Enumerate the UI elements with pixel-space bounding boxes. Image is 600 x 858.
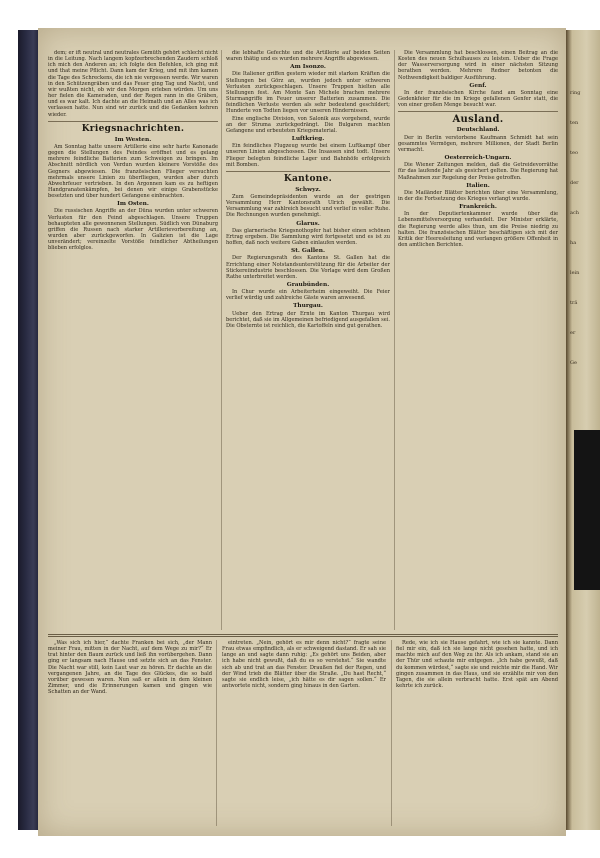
adjacent-page-edge — [566, 30, 600, 830]
article-text: Der Regierungsrath des Kantons St. Gallen hat die Errichtung einer Notstandsunterstützung für die Arbeiter der Stickereiindustrie beschlossen. Die Vorlage wird dem Großen Rathe unterbreitet werden. — [226, 255, 390, 280]
adjacent-page-text-line: Ge — [570, 360, 577, 366]
feuilleton-text: Rede, wie ich sie Hause gefahrt, wie ich sie kannte. Dann fiel mir ein, daß ich sie lange nicht gesehen hatte, und ich machte mich auf den Weg zu ihr. Als ich ankam, stand sie an der Thür und schaute mir entgegen. „Ich habe gewußt, daß du kommen würdest,“ sagte sie und reichte mir die Hand. Wir gingen zusammen in das Haus, und sie erzählte mir von den Tagen, die sie allein verbracht hatte. Erst spät am Abend kehrte ich zurück. — [396, 640, 558, 690]
subsection-title: Frankreich. — [459, 204, 497, 211]
subsection-title: Graubünden. — [286, 282, 330, 288]
article-text: In der Deputiertenkammer wurde über die Lebensmittelversorgung verhandelt. Der Minister erklärte, die Regierung werde alles thun, um die Preise niedrig zu halten. Die französischen Blätter beschäftigen sich mit der Kritik der Heeresleitung und verlangen größere Offenheit in den amtlichen Berichten. — [398, 211, 558, 249]
column-divider — [221, 50, 222, 630]
article-text: Die Mailänder Blätter berichten über eine Versammlung, in der die Fortsetzung des Krieges verlangt wurde. — [398, 189, 558, 202]
subsection-title: Im Westen. — [114, 136, 152, 143]
adjacent-page-text-line: ha — [570, 240, 577, 246]
article-text: Die russischen Angriffe an der Düna wurden unter schweren Verlusten für den Feind abgeschlagen. Unsere Truppen behaupteten alle gewonnenen Stellungen. Südlich von Dünaburg griffen die Russen nach starker Artillerievorbereitung an, wurden aber zurückgeworfen. In Galizien ist die Lage unverändert; vereinzelte Vorstöße feindlicher Abtheilungen blieben erfolglos. — [48, 208, 218, 252]
adjacent-page-text-line: trä — [570, 300, 578, 306]
article-text: Die Wiener Zeitungen melden, daß die Getreidevorräthe für das laufende Jahr als gesichert gelten. Die Regierung hat Maßnahmen zur Regelung der Preise getroffen. — [398, 162, 558, 181]
feuilleton-column-3 — [396, 640, 558, 830]
column-divider — [216, 640, 217, 826]
column-1 — [48, 50, 218, 632]
subsection-title: Genf. — [469, 82, 487, 89]
section-title-kantone: Kantone. — [226, 171, 390, 185]
adjacent-page-text-line: ach — [570, 210, 580, 216]
column-2-top-text: die lebhafte Gefechte und die Artillerie auf beiden Seiten waren thätig und es wurden mehrere Angriffe abgewiesen. — [226, 50, 390, 63]
adjacent-page-text-line: er — [570, 330, 576, 336]
feuilleton-divider — [48, 636, 558, 637]
newspaper-page — [38, 28, 566, 836]
column-1-top-text: dem; er ift neutral und neutrales Gemüth gehört schlecht nicht in die Leitung. Nach langem kopfzerbrechenden Zaudern schloß ich mich den Anderen an; ich folgte den Befehlen, ich ging mit und that meine Pflicht. Dann kam der Krieg, und mit ihm kamen die Tage des Schreckens, die ich nie vergessen werde. Wir waren in den Schützengräben und das Feuer ging Tag und Nacht, und wir wußten nicht, ob wir den Morgen erleben würden. Um uns her fielen die Kameraden, und der Regen rann in die Gräben, und es war kalt. Ich dachte an die Heimath und an Alles was ich verlassen hatte. Nun sind wir zurück und die Gedanken kehren wieder. — [48, 50, 218, 118]
article-text: Die Italiener griffen gestern wieder mit starken Kräften die Stellungen bei Görz an, wurden jedoch unter schweren Verlusten zurückgeschlagen. Unsere Truppen hielten alle Stellungen fest. Am Monte San Michele brachen mehrere Sturmangriffe im Feuer unserer Batterien zusammen. Die feindlichen Verluste werden als sehr bedeutend geschildert; Hunderte von Todten liegen vor unseren Hindernissen. — [226, 71, 390, 115]
article-text: Am Sonntag hatte unsere Artillerie eine sehr harte Kanonade gegen die Stellungen des Feindes eröffnet und es gelang mehrere feindliche Batterien zum Schweigen zu bringen. Im Abschnitt nördlich von Verdun wurden kleinere Vorstöße des Gegners abgewiesen. Die französischen Flieger versuchten mehrmals unsere Linien zu überfliegen, wurden aber durch Abwehrfeuer vertrieben. In den Argonnen kam es zu heftigen Handgranatenkämpfen, bei denen wir einige Grabenstücke besetzten und über hundert Gefangene einbrachten. — [48, 143, 218, 200]
subsection-title: Deutschland. — [456, 127, 500, 134]
adjacent-page-text-line: ring — [570, 90, 581, 96]
article-text: In der französischen Kirche fand am Sonntag eine Gedenkfeier für die im Kriege gefallenen Genfer statt, die von einer großen Menge besucht war. — [398, 89, 558, 109]
subsection-title: Luftkrieg. — [291, 136, 325, 143]
column-3 — [398, 50, 558, 632]
adjacent-page-text-line: ten — [570, 120, 579, 126]
subsection-title: Glarus. — [296, 220, 320, 227]
column-divider — [394, 50, 395, 630]
section-title-ausland: Ausland. — [398, 111, 558, 125]
column-2 — [226, 50, 390, 632]
subsection-title: Schwyz. — [295, 186, 321, 193]
section-title-kriegsnachrichten: Kriegsnachrichten. — [48, 121, 218, 135]
feuilleton-text: „Was sich ich hier,“ dachte Franken bei sich, „der Mann meiner Frau, mitten in der Nacht, auf dem Wege zu mir?“ Er trat hinter den Baum zurück und ließ ihn vorübergehen. Dann ging er langsam nach Hause und setzte sich an das Fenster. Die Nacht war still, kein Laut war zu hören. Er dachte an die vergangenen Jahre, an die Tage des Glückes, die so bald vorüber gewesen waren. Nun saß er allein in dem kleinen Zimmer, und die Erinnerungen kamen und gingen wie Schatten an der Wand. — [48, 640, 212, 696]
article-text: Ueber den Ertrag der Ernte im Kanton Thurgau wird berichtet, daß sie im Allgemeinen befriedigend ausgefallen sei. Die Obsternte ist reichlich, die Kartoffeln sind gut gerathen. — [226, 310, 390, 329]
subsection-title: St. Gallen. — [291, 248, 325, 255]
adjacent-page-text-line: der — [570, 180, 579, 186]
adjacent-page-text-line: teo — [570, 150, 578, 156]
subsection-title: Italien. — [466, 182, 490, 189]
book-binding — [18, 30, 40, 830]
article-text: Der in Berlin verstorbene Kaufmann Schmidt hat sein gesammtes Vermögen, mehrere Millionen, der Stadt Berlin vermacht. — [398, 134, 558, 153]
adjacent-page-text-line: lein — [570, 270, 580, 276]
feuilleton-column-1 — [48, 640, 212, 830]
feuilleton-divider — [48, 634, 558, 635]
article-text: Zum Gemeindepräsidenten wurde an der gestrigen Versammlung Herr Kantonsrath Ulrich gewählt. Die Versammlung war zahlreich besucht und verlief in voller Ruhe. Die Rechnungen wurden genehmigt. — [226, 193, 390, 219]
article-text: Eine englische Division, von Salonik aus vorgehend, wurde an der Struma zurückgedrängt. Die Bulgaren machten Gefangene und erbeuteten Kriegsmaterial. — [226, 115, 390, 134]
feuilleton-column-2 — [222, 640, 386, 830]
article-text: In Chur wurde ein Arbeiterheim eingeweiht. Die Feier verlief würdig und zahlreiche Gäste waren anwesend. — [226, 289, 390, 302]
subsection-title: Thurgau. — [293, 303, 323, 310]
column-divider — [391, 640, 392, 826]
subsection-title: Oesterreich-Ungarn. — [444, 155, 512, 162]
feuilleton-text: eintreten. „Nein, gehört es mir denn nicht?“ fragte seine Frau etwas empfindlich, als er schweigend dastand. Er sah sie lange an und sagte dann ruhig: „Es gehört uns Beiden, aber ich habe nicht gewußt, daß du es so verstehst.“ Sie wandte sich ab und trat an das Fenster. Draußen fiel der Regen, und der Wind trieb die Blätter über die Straße. „Du hast Recht,“ sagte sie endlich leise, „ich hätte es dir sagen sollen.“ Er antwortete nicht, sondern ging hinaus in den Garten. — [222, 640, 386, 690]
dark-strip — [574, 430, 600, 590]
subsection-title: Im Osten. — [117, 201, 149, 208]
article-text: Ein feindliches Flugzeug wurde bei einem Luftkampf über unseren Linien abgeschossen. Die Insassen sind todt. Unsere Flieger belegten feindliche Lager und Bahnhöfe erfolgreich mit Bomben. — [226, 143, 390, 168]
subsection-title: Am Isonzo. — [290, 64, 326, 71]
column-3-top-text: Die Versammlung hat beschlossen, einen Beitrag an die Kosten des neuen Schulhauses zu leisten. Ueber die Frage der Wasserversorgung wird in einer nächsten Sitzung berathen werden. Mehrere Redner betonten die Nothwendigkeit baldiger Ausführung. — [398, 50, 558, 81]
article-text: Das glarnerische Kriegsnothopfer hat bisher einen schönen Ertrag ergeben. Die Sammlung wird fortgesetzt und es ist zu hoffen, daß noch weitere Gaben einlaufen werden. — [226, 227, 390, 247]
